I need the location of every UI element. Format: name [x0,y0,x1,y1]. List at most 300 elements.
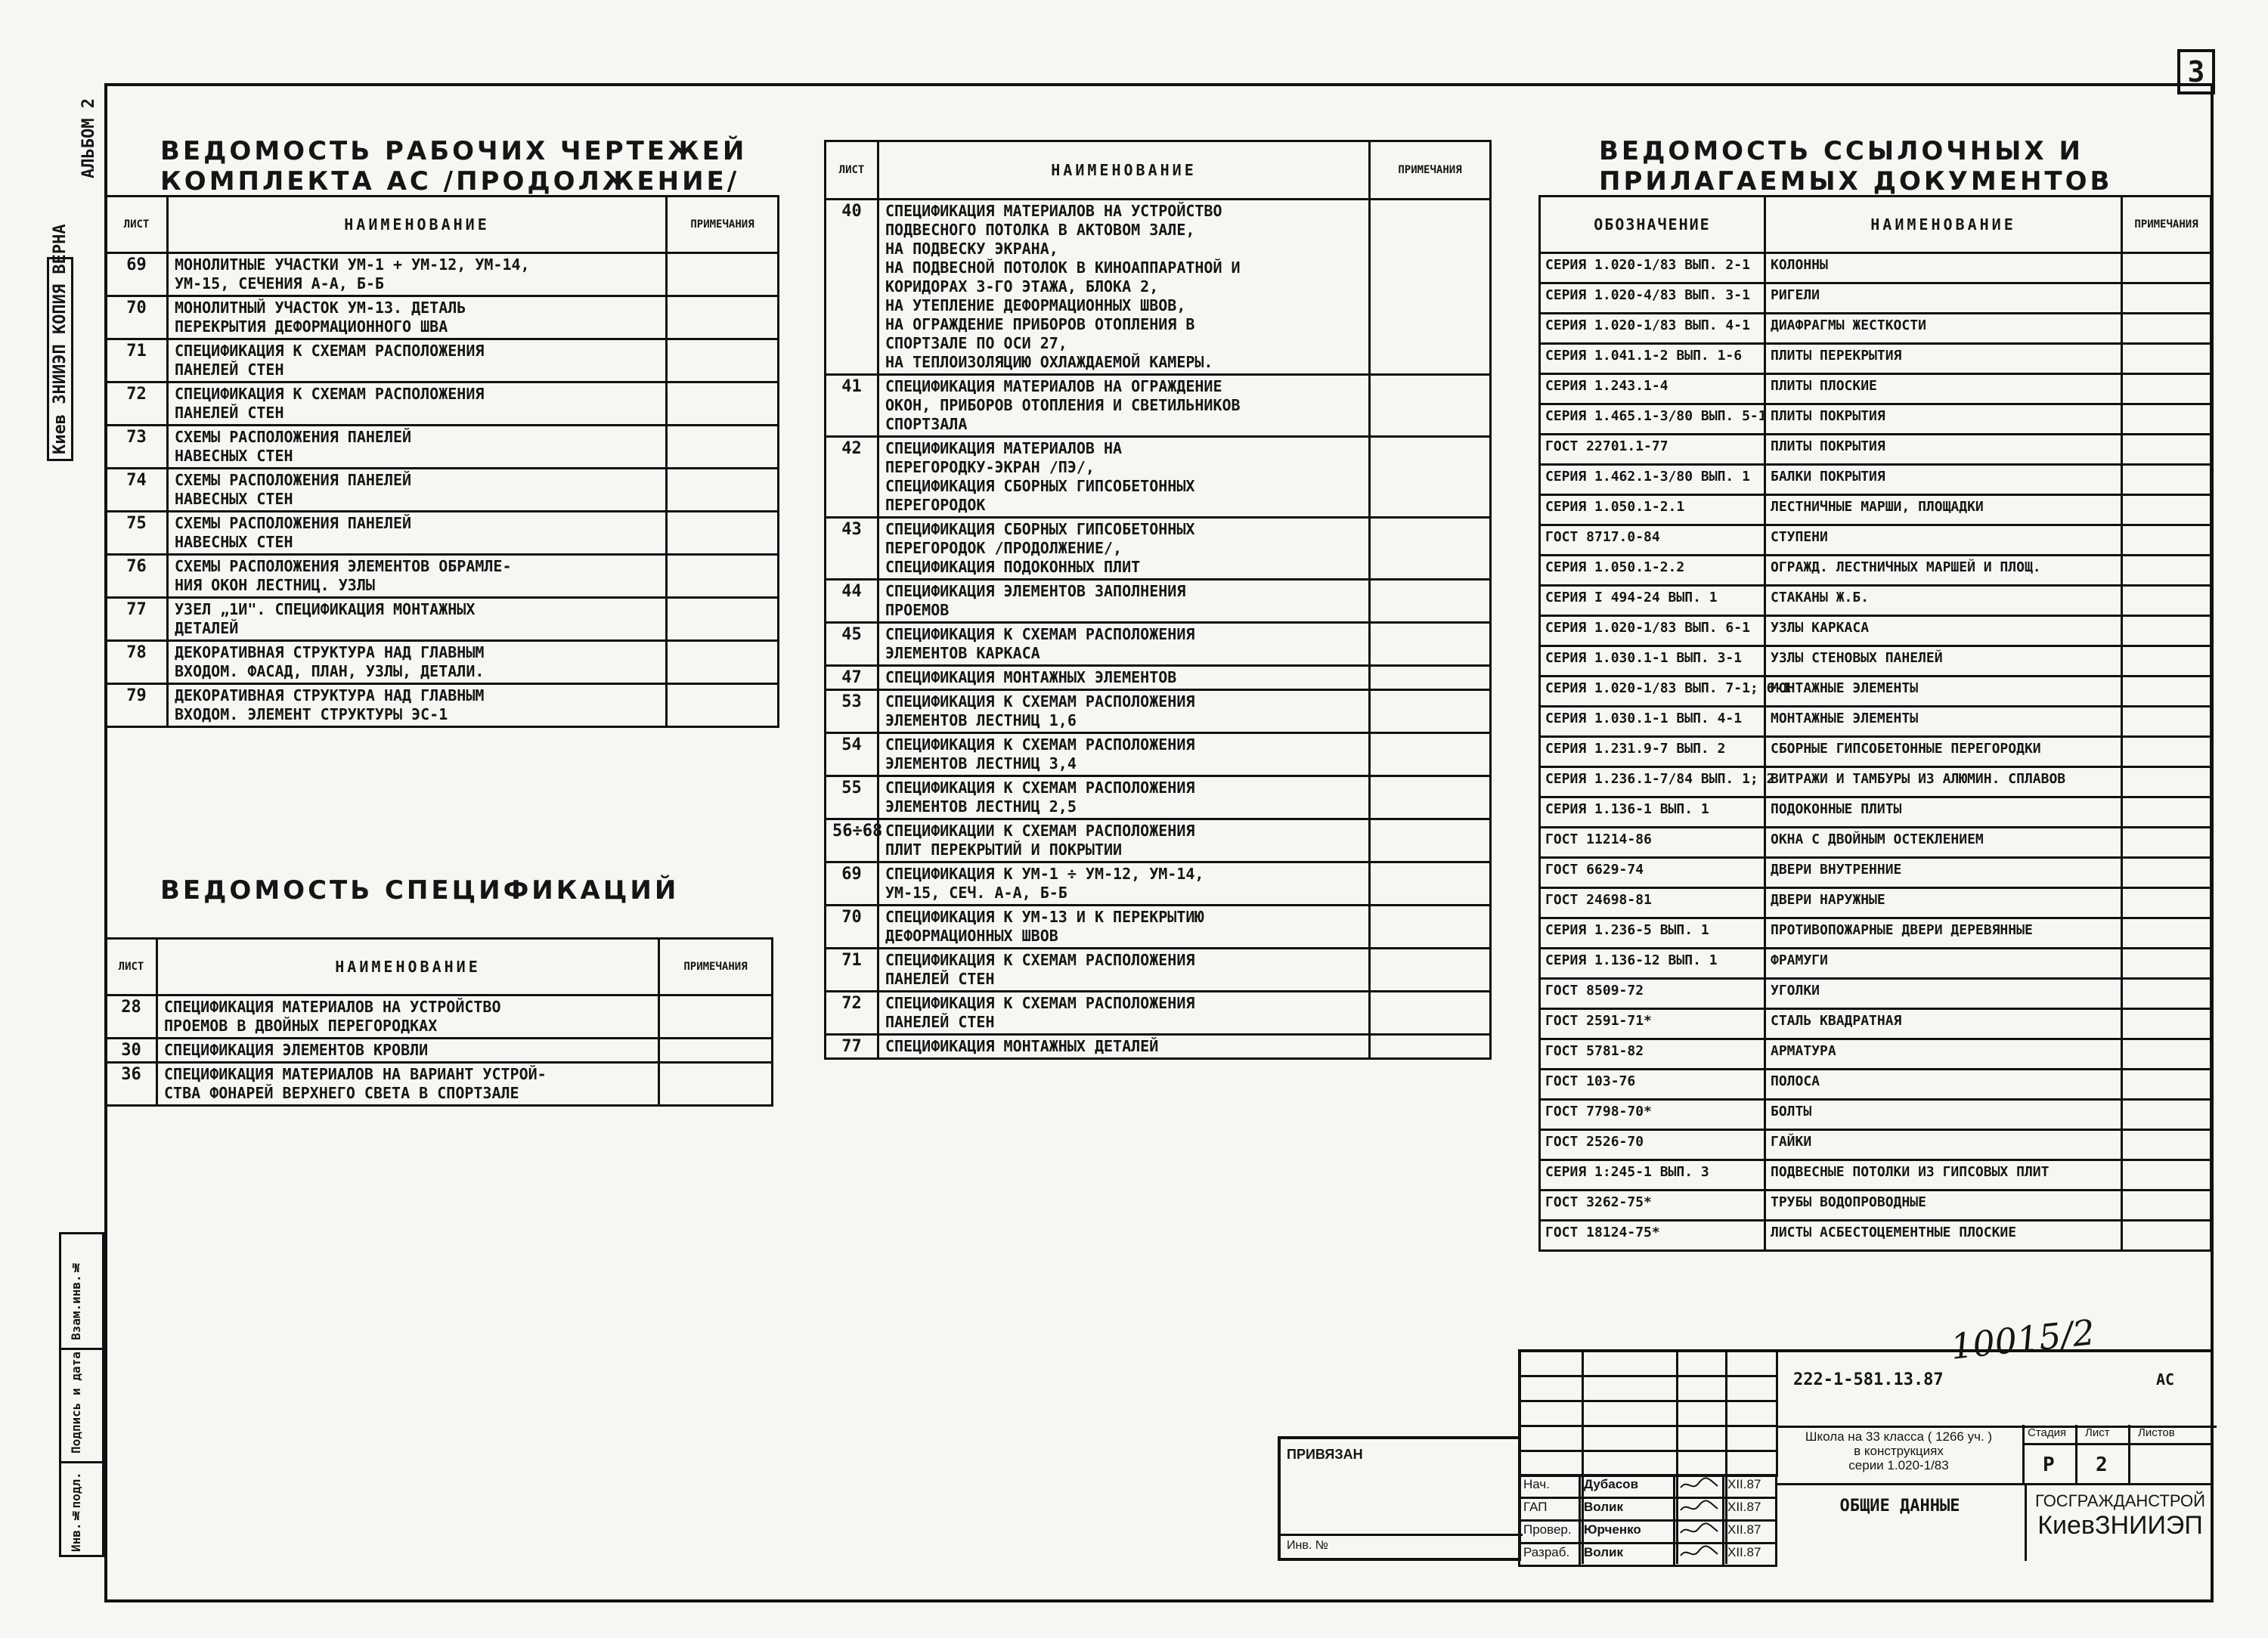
cell-notes [2122,737,2211,767]
cell-name: ПОДОКОННЫЕ ПЛИТЫ [1765,797,2122,828]
cell-notes [1370,992,1491,1035]
project-cell [1775,1425,2025,1485]
cell-sheet: 36 [106,1063,157,1106]
cell-code: СЕРИЯ 1.020-1/83 ВЫП. 6-1 [1540,616,1765,646]
signature-mark [1675,1521,1724,1544]
cell-sheet: 77 [106,598,168,641]
cell-name: УЗЛЫ СТЕНОВЫХ ПАНЕЛЕЙ [1765,646,2122,677]
signature-date: XII.87 [1724,1521,1777,1544]
table-header [106,197,779,253]
project-sub: в конструкциях [1854,1444,1944,1458]
signature-scribble [1678,1545,1720,1560]
cell-notes [667,382,779,426]
cell-notes [1370,733,1491,776]
cell-notes [2122,767,2211,797]
section-title: ОБЩИЕ ДАННЫЕ [1839,1497,1960,1516]
signature-name: Дубасов [1580,1475,1675,1498]
cell-sheet: 79 [106,684,168,727]
cell-code: СЕРИЯ 1.465.1-3/80 ВЫП. 5-1 [1540,404,1765,435]
table-row [106,641,779,684]
signature-role: Нач. [1520,1475,1580,1498]
org-line2: КиевЗНИИЭП [2037,1511,2203,1540]
signature-row [1520,1521,1777,1544]
cell-code: СЕРИЯ 1.050.1-2.1 [1540,495,1765,525]
cell-sheet: 72 [106,382,168,426]
cell-name: ДИАФРАГМЫ ЖЕСТКОСТИ [1765,314,2122,344]
table-row [1540,374,2211,404]
cell-notes [667,598,779,641]
cell-name: СТУПЕНИ [1765,525,2122,556]
table-row [1540,1130,2211,1160]
cell-name: ПРОТИВОПОЖАРНЫЕ ДВЕРИ ДЕРЕВЯННЫЕ [1765,918,2122,949]
header-name: НАИМЕНОВАНИЕ [168,197,667,253]
specs-table [104,937,773,1107]
cell-sheet: 75 [106,512,168,555]
cell-name: СПЕЦИФИКАЦИЯ ЭЛЕМЕНТОВ КРОВЛИ [157,1039,659,1063]
table-row [1540,918,2211,949]
table-row [106,995,773,1039]
header-name: НАИМЕНОВАНИЕ [1765,197,2122,253]
cell-name: ОГРАЖД. ЛЕСТНИЧНЫХ МАРШЕЙ И ПЛОЩ. [1765,556,2122,586]
header-sheet: ЛИСТ [826,141,878,200]
table-row [1540,525,2211,556]
cell-notes [659,1039,773,1063]
table-header [826,141,1491,200]
refs-title-line2: ПРИЛАГАЕМЫХ ДОКУМЕНТОВ [1599,166,2113,197]
table-header [1540,197,2211,253]
cell-name: СПЕЦИФИКАЦИЯ К СХЕМАМ РАСПОЛОЖЕНИЯ ПАНЕЛЕЙ СТЕН [168,339,667,382]
cell-notes [1370,819,1491,862]
cell-name: СХЕМЫ РАСПОЛОЖЕНИЯ ПАНЕЛЕЙ НАВЕСНЫХ СТЕН [168,512,667,555]
cell-name: ДВЕРИ НАРУЖНЫЕ [1765,888,2122,918]
cell-name: ЛЕСТНИЧНЫЕ МАРШИ, ПЛОЩАДКИ [1765,495,2122,525]
cell-notes [1370,949,1491,992]
cell-name: СХЕМЫ РАСПОЛОЖЕНИЯ ЭЛЕМЕНТОВ ОБРАМЛЕ- НИЯ ОКОН ЛЕСТНИЦ. УЗЛЫ [168,555,667,598]
cell-code: СЕРИЯ 1.050.1-2.2 [1540,556,1765,586]
cell-notes [2122,556,2211,586]
cell-name: УЗЕЛ „1И". СПЕЦИФИКАЦИЯ МОНТАЖНЫХ ДЕТАЛЕЙ [168,598,667,641]
cell-code: СЕРИЯ 1.236.1-7/84 ВЫП. 1; 2 [1540,767,1765,797]
cell-sheet: 78 [106,641,168,684]
cell-notes [2122,1221,2211,1251]
table-row [1540,435,2211,465]
cell-name: СПЕЦИФИКАЦИЯ МАТЕРИАЛОВ НА УСТРОЙСТВО ПРОЕМОВ В ДВОЙНЫХ ПЕРЕГОРОДКАХ [157,995,659,1039]
cell-notes [1370,1035,1491,1059]
cell-sheet: 73 [106,426,168,469]
cell-notes [2122,646,2211,677]
cell-sheet: 30 [106,1039,157,1063]
cell-name: ПЛИТЫ ПЕРЕКРЫТИЯ [1765,344,2122,374]
table-row [1540,283,2211,314]
cell-code: ГОСТ 103-76 [1540,1070,1765,1100]
cell-name: СПЕЦИФИКАЦИЯ К СХЕМАМ РАСПОЛОЖЕНИЯ ЭЛЕМЕНТОВ ЛЕСТНИЦ 3,4 [878,733,1370,776]
signature-mark [1675,1475,1724,1498]
table-row [1540,586,2211,616]
table-row [1540,1070,2211,1100]
cell-sheet: 43 [826,518,878,580]
signature-name: Волик [1580,1498,1675,1521]
cell-sheet: 41 [826,375,878,437]
cell-notes [2122,1100,2211,1130]
cell-name: ГАЙКИ [1765,1130,2122,1160]
cell-code: СЕРИЯ 1.020-4/83 ВЫП. 3-1 [1540,283,1765,314]
cell-code: СЕРИЯ 1.243.1-4 [1540,374,1765,404]
table-row [1540,253,2211,283]
strip-cell: Инв.№подл. [69,1472,83,1552]
table-row [826,623,1491,666]
cell-notes [667,641,779,684]
sheet-value: 2 [2096,1454,2108,1476]
refs-title [1599,136,2112,197]
cell-sheet: 74 [106,469,168,512]
cell-notes [2122,495,2211,525]
cell-code: СЕРИЯ 1.020-1/83 ВЫП. 4-1 [1540,314,1765,344]
cell-sheet: 69 [826,862,878,906]
cell-code: ГОСТ 24698-81 [1540,888,1765,918]
drawings-title [160,136,747,197]
cell-name: ПЛИТЫ ПОКРЫТИЯ [1765,404,2122,435]
cell-notes [2122,888,2211,918]
header-sheet: ЛИСТ [106,197,168,253]
org-line1: ГОСГРАЖДАНСТРОЙ [2035,1491,2205,1510]
signature-scribble [1678,1477,1720,1492]
table-row [106,469,779,512]
cell-sheet: 54 [826,733,878,776]
signature-date: XII.87 [1724,1475,1777,1498]
cell-notes [667,684,779,727]
cell-code: СЕРИЯ 1.030.1-1 ВЫП. 3-1 [1540,646,1765,677]
table-row [1540,495,2211,525]
cell-sheet: 77 [826,1035,878,1059]
cell-notes [2122,435,2211,465]
cell-notes [667,555,779,598]
signature-role: Разраб. [1520,1544,1580,1566]
handwritten-code: 10015/2 [1948,1311,2097,1367]
table-row [1540,646,2211,677]
header-sheet: ЛИСТ [106,939,157,995]
cell-code: СЕРИЯ 1:245-1 ВЫП. 3 [1540,1160,1765,1191]
grid-line [2077,1443,2128,1445]
table-row [1540,1191,2211,1221]
table-row [1540,556,2211,586]
specs-title: ВЕДОМОСТЬ СПЕЦИФИКАЦИЙ [160,875,680,906]
cell-notes [2122,797,2211,828]
cell-notes [667,339,779,382]
cell-notes [667,512,779,555]
project-series: серии 1.020-1/83 [1848,1458,1949,1472]
cell-code: ГОСТ 11214-86 [1540,828,1765,858]
cell-code: СЕРИЯ 1.136-1 ВЫП. 1 [1540,797,1765,828]
copy-stamp: Киев ЗНИИЭП КОПИЯ ВЕРНА [47,257,73,461]
table-row [106,555,779,598]
cell-sheet: 70 [826,906,878,949]
header-notes: ПРИМЕЧАНИЯ [659,939,773,995]
cell-name: ДЕКОРАТИВНАЯ СТРУКТУРА НАД ГЛАВНЫМ ВХОДОМ. ФАСАД, ПЛАН, УЗЛЫ, ДЕТАЛИ. [168,641,667,684]
cell-name: СПЕЦИФИКАЦИЯ К УМ-1 ÷ УМ-12, УМ-14, УМ-15, СЕЧ. А-А, Б-Б [878,862,1370,906]
header-name: НАИМЕНОВАНИЕ [878,141,1370,200]
cell-notes [1370,375,1491,437]
cell-notes [1370,518,1491,580]
table-row [1540,1221,2211,1251]
stage-label: Стадия [2028,1426,2067,1439]
cell-name: ПОДВЕСНЫЕ ПОТОЛКИ ИЗ ГИПСОВЫХ ПЛИТ [1765,1160,2122,1191]
cell-code: СЕРИЯ I 494-24 ВЫП. 1 [1540,586,1765,616]
cell-code: ГОСТ 6629-74 [1540,858,1765,888]
table-header [106,939,773,995]
cell-name: ДВЕРИ ВНУТРЕННИЕ [1765,858,2122,888]
table-row [1540,465,2211,495]
drawings-title-line2: КОМПЛЕКТА АС /ПРОДОЛЖЕНИЕ/ [160,166,740,197]
cell-name: СТАКАНЫ Ж.Б. [1765,586,2122,616]
table-row [1540,404,2211,435]
bound-box [1278,1436,1520,1561]
cell-notes [2122,677,2211,707]
table-row [106,296,779,339]
cell-notes [2122,1009,2211,1039]
left-strip [59,1232,104,1557]
table-row [1540,707,2211,737]
cell-sheet: 56÷68 [826,819,878,862]
cell-sheet: 42 [826,437,878,518]
refs-body [1540,253,2211,1251]
signatures-table [1518,1474,1777,1567]
drawings-table [104,195,779,728]
stage-grid [2025,1425,2214,1485]
cell-name: БАЛКИ ПОКРЫТИЯ [1765,465,2122,495]
header-name: НАИМЕНОВАНИЕ [157,939,659,995]
cell-code: СЕРИЯ 1.462.1-3/80 ВЫП. 1 [1540,465,1765,495]
signature-name: Волик [1580,1544,1675,1566]
signature-role: Провер. [1520,1521,1580,1544]
signature-row [1520,1544,1777,1566]
cell-name: ЛИСТЫ АСБЕСТОЦЕМЕНТНЫЕ ПЛОСКИЕ [1765,1221,2122,1251]
cell-sheet: 45 [826,623,878,666]
signature-role: ГАП [1520,1498,1580,1521]
cell-code: ГОСТ 8717.0-84 [1540,525,1765,556]
table-row [826,200,1491,375]
table-row [1540,344,2211,374]
signature-row [1520,1475,1777,1498]
cell-notes [667,253,779,296]
cell-sheet: 44 [826,580,878,623]
table-row [106,382,779,426]
cell-name: СПЕЦИФИКАЦИЯ МАТЕРИАЛОВ НА ПЕРЕГОРОДКУ-ЭКРАН /ПЭ/, СПЕЦИФИКАЦИЯ СБОРНЫХ ГИПСОБЕТОННЫХ ПЕРЕГОРОДОК [878,437,1370,518]
project-title: Школа на 33 класса ( 1266 уч. ) [1805,1429,1993,1444]
cell-name: ПОЛОСА [1765,1070,2122,1100]
table-row [826,949,1491,992]
strip-divider [61,1461,102,1463]
table-row [1540,737,2211,767]
cell-name: МОНОЛИТНЫЙ УЧАСТОК УМ-13. ДЕТАЛЬ ПЕРЕКРЫТИЯ ДЕФОРМАЦИОННОГО ШВА [168,296,667,339]
cell-notes [2122,1130,2211,1160]
table-row [826,906,1491,949]
drawings-body [106,253,779,727]
cell-notes [2122,404,2211,435]
cell-notes [2122,1160,2211,1191]
cell-name: СПЕЦИФИКАЦИЯ МАТЕРИАЛОВ НА УСТРОЙСТВО ПОДВЕСНОГО ПОТОЛКА В АКТОВОМ ЗАЛЕ, НА ПОДВЕСКУ ЭКРАНА, НА ПОДВЕСНОЙ ПОТОЛОК В КИНОАППАРАТНОЙ И КОРИДОРАХ 3-ГО ЭТАЖА, БЛОКА 2, НА УТЕПЛЕНИЕ ДЕФОРМАЦИОННЫХ ШВОВ, НА ОГРАЖДЕНИЕ ПРИБОРОВ ОТОПЛЕНИЯ В СПОРТЗАЛЕ ПО ОСИ 27, НА ТЕПЛОИЗОЛЯЦИЮ ОХЛАЖДАЕМОЙ КАМЕРЫ. [878,200,1370,375]
cell-notes [667,426,779,469]
table-row [1540,677,2211,707]
stage-value: Р [2043,1454,2055,1476]
inv-label: Инв. № [1287,1539,1328,1552]
table-row [1540,1160,2211,1191]
cell-notes [2122,1191,2211,1221]
cell-name: СБОРНЫЕ ГИПСОБЕТОННЫЕ ПЕРЕГОРОДКИ [1765,737,2122,767]
cell-code: СЕРИЯ 1.030.1-1 ВЫП. 4-1 [1540,707,1765,737]
cell-name: АРМАТУРА [1765,1039,2122,1070]
table-row [106,1039,773,1063]
cell-code: ГОСТ 5781-82 [1540,1039,1765,1070]
table-row [1540,1039,2211,1070]
cell-notes [2122,344,2211,374]
cell-sheet: 76 [106,555,168,598]
cell-notes [2122,979,2211,1009]
cell-notes [1370,200,1491,375]
table-row [1540,616,2211,646]
cell-name: БОЛТЫ [1765,1100,2122,1130]
table-row [1540,828,2211,858]
cell-notes [1370,580,1491,623]
cell-name: СПЕЦИФИКАЦИЯ МАТЕРИАЛОВ НА ОГРАЖДЕНИЕ ОКОН, ПРИБОРОВ ОТОПЛЕНИЯ И СВЕТИЛЬНИКОВ СПОРТЗАЛА [878,375,1370,437]
cell-name: СПЕЦИФИКАЦИЯ К СХЕМАМ РАСПОЛОЖЕНИЯ ПАНЕЛЕЙ СТЕН [878,992,1370,1035]
cell-code: ГОСТ 22701.1-77 [1540,435,1765,465]
table-row [826,437,1491,518]
middle-body [826,200,1491,1059]
sheet-number: 3 [2177,49,2215,94]
drawings-title-line1: ВЕДОМОСТЬ РАБОЧИХ ЧЕРТЕЖЕЙ [160,136,748,166]
cell-name: ДЕКОРАТИВНАЯ СТРУКТУРА НАД ГЛАВНЫМ ВХОДОМ. ЭЛЕМЕНТ СТРУКТУРЫ ЭС-1 [168,684,667,727]
cell-notes [2122,707,2211,737]
cell-name: ПЛИТЫ ПЛОСКИЕ [1765,374,2122,404]
signature-mark [1675,1498,1724,1521]
table-row [826,819,1491,862]
stage-col [2025,1425,2077,1485]
cell-name: УЗЛЫ КАРКАСА [1765,616,2122,646]
table-row [1540,1100,2211,1130]
cell-sheet: 70 [106,296,168,339]
cell-name: ТРУБЫ ВОДОПРОВОДНЫЕ [1765,1191,2122,1221]
table-row [106,339,779,382]
table-row [1540,797,2211,828]
table-row [826,666,1491,690]
specs-title-wrap [160,875,679,906]
header-code: ОБОЗНАЧЕНИЕ [1540,197,1765,253]
org-cell [2025,1485,2214,1561]
cell-sheet: 71 [826,949,878,992]
grid-line [2130,1443,2214,1445]
cell-code: ГОСТ 2526-70 [1540,1130,1765,1160]
cell-notes [2122,525,2211,556]
cell-notes [659,1063,773,1106]
cell-name: СПЕЦИФИКАЦИЯ К УМ-13 И К ПЕРЕКРЫТИЮ ДЕФОРМАЦИОННЫХ ШВОВ [878,906,1370,949]
cell-name: РИГЕЛИ [1765,283,2122,314]
table-row [1540,767,2211,797]
specs-body [106,995,773,1106]
table-row [1540,979,2211,1009]
cell-notes [1370,666,1491,690]
cell-code: ГОСТ 8509-72 [1540,979,1765,1009]
cell-name: СПЕЦИФИКАЦИЯ К СХЕМАМ РАСПОЛОЖЕНИЯ ПАНЕЛЕЙ СТЕН [878,949,1370,992]
cell-notes [1370,437,1491,518]
table-row [1540,858,2211,888]
middle-table [824,140,1492,1060]
cell-notes [2122,465,2211,495]
cell-name: СХЕМЫ РАСПОЛОЖЕНИЯ ПАНЕЛЕЙ НАВЕСНЫХ СТЕН [168,426,667,469]
cell-notes [667,296,779,339]
table-row [1540,888,2211,918]
refs-title-line1: ВЕДОМОСТЬ ССЫЛОЧНЫХ И [1599,136,2084,166]
doc-mark: АС [2156,1370,2175,1389]
header-notes: ПРИМЕЧАНИЯ [2122,197,2211,253]
cell-code: СЕРИЯ 1.020-1/83 ВЫП. 7-1; 6-1 [1540,677,1765,707]
cell-name: СПЕЦИФИКАЦИЯ МАТЕРИАЛОВ НА ВАРИАНТ УСТРОЙ- СТВА ФОНАРЕЙ ВЕРХНЕГО СВЕТА В СПОРТЗАЛЕ [157,1063,659,1106]
table-row [106,598,779,641]
cell-name: МОНТАЖНЫЕ ЭЛЕМЕНТЫ [1765,677,2122,707]
sheets-label: Листов [2138,1426,2175,1439]
cell-notes [2122,1039,2211,1070]
cell-name: СПЕЦИФИКАЦИЯ МОНТАЖНЫХ ДЕТАЛЕЙ [878,1035,1370,1059]
cell-name: СПЕЦИФИКАЦИЯ МОНТАЖНЫХ ЭЛЕМЕНТОВ [878,666,1370,690]
table-row [106,253,779,296]
cell-code: ГОСТ 3262-75* [1540,1191,1765,1221]
cell-name: ПЛИТЫ ПОКРЫТИЯ [1765,435,2122,465]
sheet-label: Лист [2085,1426,2110,1439]
cell-notes [2122,253,2211,283]
cell-name: УГОЛКИ [1765,979,2122,1009]
cell-name: СХЕМЫ РАСПОЛОЖЕНИЯ ПАНЕЛЕЙ НАВЕСНЫХ СТЕН [168,469,667,512]
table-row [826,733,1491,776]
blank-rows [1521,1352,1778,1477]
signature-mark [1675,1544,1724,1566]
cell-notes [1370,623,1491,666]
table-row [826,776,1491,819]
strip-cell: Подпись и дата [69,1352,83,1454]
table-row [826,1035,1491,1059]
project-area [1775,1425,2214,1561]
sheet-col [2077,1425,2130,1485]
cell-notes [2122,314,2211,344]
cell-name: СПЕЦИФИКАЦИЯ К СХЕМАМ РАСПОЛОЖЕНИЯ ЭЛЕМЕНТОВ ЛЕСТНИЦ 2,5 [878,776,1370,819]
bound-label: ПРИВЯЗАН [1287,1447,1363,1462]
signature-date: XII.87 [1724,1544,1777,1566]
cell-sheet: 71 [106,339,168,382]
cell-code: СЕРИЯ 1.041.1-2 ВЫП. 1-6 [1540,344,1765,374]
table-row [826,992,1491,1035]
table-row [106,426,779,469]
cell-notes [2122,918,2211,949]
table-row [1540,1009,2211,1039]
signature-scribble [1678,1522,1720,1537]
cell-name: ВИТРАЖИ И ТАМБУРЫ ИЗ АЛЮМИН. СПЛАВОВ [1765,767,2122,797]
cell-name: СПЕЦИФИКАЦИЯ СБОРНЫХ ГИПСОБЕТОННЫХ ПЕРЕГОРОДОК /ПРОДОЛЖЕНИЕ/, СПЕЦИФИКАЦИЯ ПОДОКОННЫХ ПЛИТ [878,518,1370,580]
table-row [826,580,1491,623]
cell-sheet: 53 [826,690,878,733]
cell-notes [659,995,773,1039]
cell-name: СПЕЦИФИКАЦИЯ ЭЛЕМЕНТОВ ЗАПОЛНЕНИЯ ПРОЕМОВ [878,580,1370,623]
cell-notes [2122,949,2211,979]
cell-notes [2122,374,2211,404]
cell-notes [1370,690,1491,733]
cell-code: СЕРИЯ 1.020-1/83 ВЫП. 2-1 [1540,253,1765,283]
refs-table [1538,195,2212,1252]
grid-line [1281,1534,1523,1536]
doc-code-cell [1778,1352,2217,1428]
header-notes: ПРИМЕЧАНИЯ [1370,141,1491,200]
cell-code: СЕРИЯ 1.231.9-7 ВЫП. 2 [1540,737,1765,767]
doc-code: 222-1-581.13.87 [1793,1370,1944,1389]
cell-name: СПЕЦИФИКАЦИЯ К СХЕМАМ РАСПОЛОЖЕНИЯ ПАНЕЛЕЙ СТЕН [168,382,667,426]
cell-name: ОКНА С ДВОЙНЫМ ОСТЕКЛЕНИЕМ [1765,828,2122,858]
